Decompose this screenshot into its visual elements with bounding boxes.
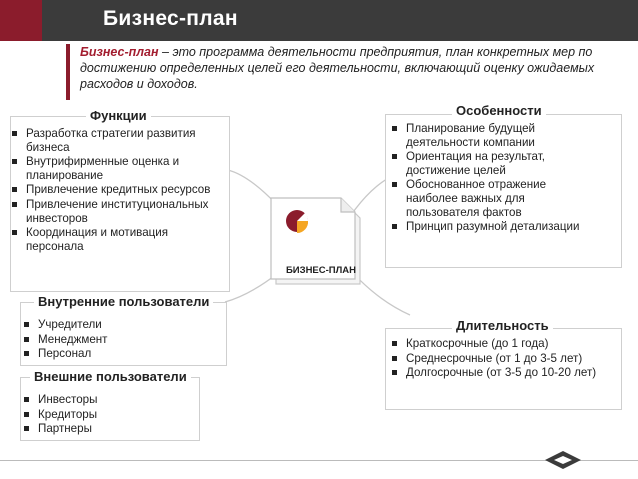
functions-title: Функции <box>86 108 151 123</box>
list-item: Привлечение кредитных ресурсов <box>10 183 222 197</box>
footer-diamond-icon <box>543 449 583 471</box>
functions-list <box>10 127 222 254</box>
list-item: Ориентация на результат, достижение целей <box>390 150 590 177</box>
list-item: Инвесторы <box>22 393 192 407</box>
internal-users-title: Внутренние пользователи <box>34 294 213 309</box>
external-users-list <box>22 393 192 437</box>
list-item: Персонал <box>22 347 222 361</box>
list-item: Обоснованное отражение наиболее важных для пользователя фактов <box>390 178 590 219</box>
intro-text: – это программа деятельности предприятия, план конкретных мер по достижению определенных целей его деятельности, включающий оценку ожидаемых расходов и доходов. <box>80 45 595 91</box>
list-item: Кредиторы <box>22 408 192 422</box>
duration-list <box>390 337 615 381</box>
list-item: Учредители <box>22 318 222 332</box>
page-title: Бизнес-план <box>103 7 238 30</box>
list-item: Внутрифирменные оценка и планирование <box>10 155 222 182</box>
features-list <box>390 122 590 235</box>
list-item: Менеджмент <box>22 333 222 347</box>
list-item: Краткосрочные (до 1 года) <box>390 337 615 351</box>
intro-term: Бизнес-план <box>80 45 159 59</box>
duration-title: Длительность <box>452 318 553 333</box>
internal-users-list <box>22 318 222 362</box>
list-item: Привлечение институциональных инвесторов <box>10 198 222 225</box>
list-item: Долгосрочные (от 3-5 до 10-20 лет) <box>390 366 615 380</box>
center-document-label: БИЗНЕС-ПЛАН <box>285 265 357 276</box>
list-item: Принцип разумной детализации <box>390 220 590 234</box>
list-item: Среднесрочные (от 1 до 3-5 лет) <box>390 352 615 366</box>
list-item: Координация и мотивация персонала <box>10 226 222 253</box>
list-item: Планирование будущей деятельности компании <box>390 122 590 149</box>
list-item: Разработка стратегии развития бизнеса <box>10 127 222 154</box>
list-item: Партнеры <box>22 422 192 436</box>
features-title: Особенности <box>452 103 546 118</box>
external-users-title: Внешние пользователи <box>30 369 191 384</box>
